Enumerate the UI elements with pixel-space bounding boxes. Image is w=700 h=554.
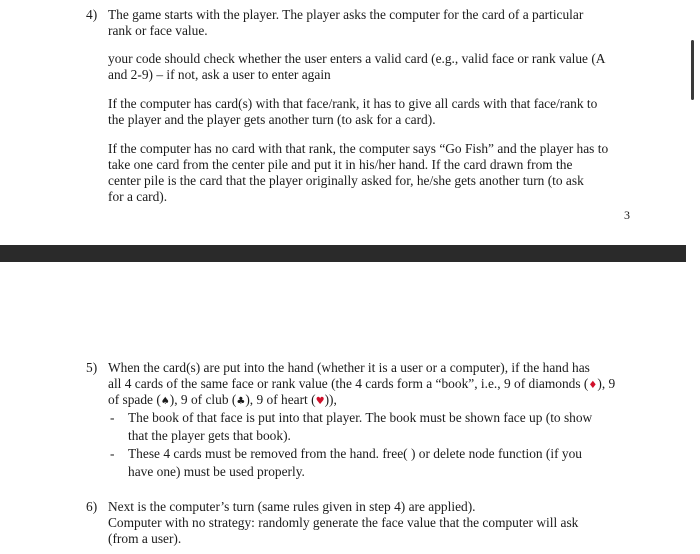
item-text-line: the player and the player gets another turn (to ask for a card).	[108, 112, 436, 127]
bullet-text-line: The book of that face is put into that player. The book must be shown face up (to show	[128, 410, 593, 425]
item-number: 6)	[86, 499, 98, 514]
document-page-1	[0, 0, 686, 245]
item-text-line: rank or face value.	[108, 23, 208, 38]
item-text-line: and 2-9) – if not, ask a user to enter again	[108, 67, 331, 82]
item-text-line: take one card from the center pile and put it in his/her hand. If the card drawn from the	[108, 157, 573, 172]
item-text-line: all 4 cards of the same face or rank value (the 4 cards form a “book”, i.e., 9 of diamonds (♦), 9	[108, 376, 616, 391]
item-text-line: (from a user).	[108, 531, 182, 546]
item-text-line: When the card(s) are put into the hand (whether it is a user or a computer), if the hand has	[108, 360, 590, 375]
bullet-text-line: These 4 cards must be removed from the hand. free( ) or delete node function (if you	[128, 446, 582, 461]
bullet-marker: -	[110, 446, 115, 461]
item-number: 4)	[86, 7, 98, 22]
item-text-line: your code should check whether the user enters a valid card (e.g., valid face or rank value (A	[108, 51, 606, 66]
bullet-text-line: that the player gets that book).	[128, 428, 291, 443]
item-text-line: If the computer has no card with that rank, the computer says “Go Fish” and the player has to	[108, 141, 609, 156]
item-text-line: for a card).	[108, 189, 168, 204]
vertical-scrollbar[interactable]	[686, 0, 700, 554]
item-text-line: If the computer has card(s) with that face/rank, it has to give all cards with that face/rank to	[108, 96, 598, 111]
club-icon: ♣	[236, 396, 246, 407]
item-text-line: Computer with no strategy: randomly generate the face value that the computer will ask	[108, 515, 579, 530]
heart-icon: ♥	[315, 396, 325, 407]
scrollbar-thumb[interactable]	[691, 40, 694, 100]
item-text-line: The game starts with the player. The player asks the computer for the card of a particular	[108, 7, 584, 22]
bullet-text-line: have one) must be used properly.	[128, 464, 305, 479]
item-text-line: Next is the computer’s turn (same rules given in step 4) are applied).	[108, 499, 476, 514]
bullet-marker: -	[110, 410, 115, 425]
spade-icon: ♠	[160, 396, 170, 407]
document-page-2	[0, 262, 686, 554]
diamond-icon: ♦	[588, 380, 598, 391]
item-number: 5)	[86, 360, 98, 375]
page-number: 3	[624, 208, 630, 222]
item-text-line: of spade (♠), 9 of club (♣), 9 of heart (♥)),	[108, 392, 337, 407]
item-text-line: center pile is the card that the player originally asked for, he/she gets another turn (to ask	[108, 173, 584, 188]
